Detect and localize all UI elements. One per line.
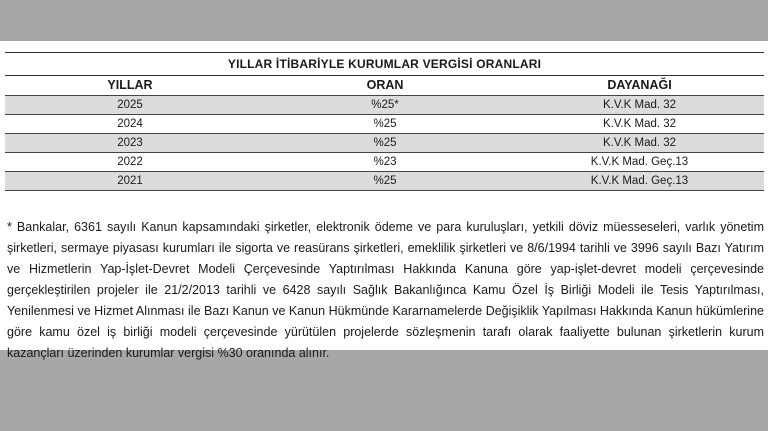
cell-year: 2023 bbox=[117, 137, 143, 149]
footnote: * Bankalar, 6361 sayılı Kanun kapsamındaki şirketler, elektronik ödeme ve para kuruluşları, yetkili döviz müesseseleri, varlık yönetim şirketleri, sermaye piyasası kurumları ile sigorta ve reasürans şirketleri, emeklilik şirketleri ve 8/6/1994 tarihli ve 3996 sayılı Bazı Yatırım ve Hizmetlerin Yap-İşlet-Devret Modeli Çerçevesinde Yaptırılması Hakkında Kanuna göre yap-işlet-devret modeli çerçevesinde gerçekleştirilen projeler ile 21/2/2013 tarihli ve 6428 sayılı Sağlık Bakanlığınca Kamu Özel İş Birliği Modeli ile Tesis Yaptırılması, Yenilenmesi ve Hizmet Alınması ile Bazı Kanun ve Kanun Hükmünde Kararnamelerde Değişiklik Yapılması Hakkında Kanun hükümlerine göre kamu özel iş birliği modeli çerçevesinde yürütülen projelerde sözleşmenin tarafı olarak faaliyette bulunan şirketlerin kurum kazançları üzerinden kurumlar vergisi %30 oranında alınır. bbox=[7, 219, 764, 360]
cell-rate: %25* bbox=[371, 99, 399, 111]
table-title: YILLAR İTİBARİYLE KURUMLAR VERGİSİ ORANLARI bbox=[5, 52, 764, 76]
header-rate: ORAN bbox=[366, 78, 404, 92]
table-row bbox=[5, 172, 764, 191]
header-basis: DAYANAĞI bbox=[607, 78, 672, 92]
cell-basis: K.V.K Mad. 32 bbox=[602, 137, 677, 149]
cell-basis: K.V.K Mad. Geç.13 bbox=[590, 156, 689, 168]
cell-rate: %25 bbox=[373, 175, 397, 187]
tax-rate-table bbox=[5, 52, 764, 191]
table-header-row bbox=[5, 76, 764, 96]
cell-basis: K.V.K Mad. Geç.13 bbox=[590, 175, 689, 187]
document-page bbox=[0, 41, 768, 360]
cell-year: 2025 bbox=[117, 99, 143, 111]
table-row bbox=[5, 115, 764, 134]
header-year: YILLAR bbox=[107, 78, 153, 92]
table-row bbox=[5, 153, 764, 172]
table-row bbox=[5, 134, 764, 153]
cell-year: 2024 bbox=[117, 118, 143, 130]
cell-year: 2022 bbox=[117, 156, 143, 168]
cell-rate: %25 bbox=[373, 137, 397, 149]
cell-rate: %23 bbox=[373, 156, 397, 168]
cell-year: 2021 bbox=[117, 175, 143, 187]
cell-basis: K.V.K Mad. 32 bbox=[602, 118, 677, 130]
cell-rate: %25 bbox=[373, 118, 397, 130]
table-row bbox=[5, 96, 764, 115]
cell-basis: K.V.K Mad. 32 bbox=[602, 99, 677, 111]
